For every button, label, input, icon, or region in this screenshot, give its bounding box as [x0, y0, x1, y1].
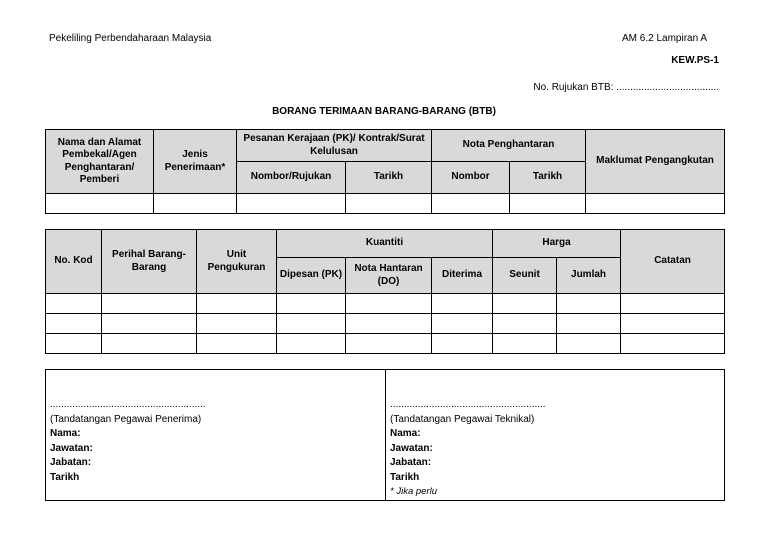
table-cell[interactable] — [277, 294, 346, 314]
table-cell[interactable] — [154, 194, 237, 214]
table-cell[interactable] — [277, 314, 346, 334]
description-header: Perihal Barang- Barang — [102, 230, 197, 294]
table-cell[interactable] — [346, 294, 432, 314]
table-row — [46, 294, 725, 314]
table-row — [46, 194, 725, 214]
table-cell[interactable] — [432, 314, 493, 334]
delivery-number-header: Nombor — [432, 162, 510, 194]
table-cell[interactable] — [432, 294, 493, 314]
supplier-header: Nama dan Alamat Pembekal/Agen Penghantaran/ Pemberi — [46, 130, 154, 194]
receiving-officer-section — [46, 370, 386, 500]
table-cell[interactable] — [621, 334, 725, 354]
technical-officer-section — [386, 370, 724, 500]
name-label: Nama: — [390, 428, 421, 439]
table-cell[interactable] — [432, 194, 510, 214]
department-label: Jabatan: — [50, 457, 92, 468]
table-cell[interactable] — [46, 294, 102, 314]
technical-officer-signature-label: (Tandatangan Pegawai Teknikal) — [390, 413, 535, 425]
table-cell[interactable] — [432, 334, 493, 354]
table-cell[interactable] — [102, 334, 197, 354]
receipt-type-header: Jenis Penerimaan* — [154, 130, 237, 194]
table-cell[interactable] — [197, 294, 277, 314]
table-cell[interactable] — [493, 314, 557, 334]
quantity-header: Kuantiti — [277, 230, 493, 258]
order-header: Pesanan Kerajaan (PK)/ Kontrak/Surat Kelulusan — [237, 130, 432, 162]
signature-box — [45, 369, 725, 501]
table-cell[interactable] — [197, 334, 277, 354]
table-cell[interactable] — [346, 334, 432, 354]
btb-reference: No. Rujukan BTB: ..................................... — [533, 82, 719, 93]
table-cell[interactable] — [197, 314, 277, 334]
order-date-header: Tarikh — [346, 162, 432, 194]
remarks-header: Catatan — [621, 230, 725, 294]
delivery-note-qty-header: Nota Hantaran (DO) — [346, 258, 432, 294]
table-cell[interactable] — [346, 194, 432, 214]
table-cell[interactable] — [46, 314, 102, 334]
table-cell[interactable] — [277, 334, 346, 354]
code-header: No. Kod — [46, 230, 102, 294]
form-title: BORANG TERIMAAN BARANG-BARANG (BTB) — [272, 106, 496, 117]
table-cell[interactable] — [493, 294, 557, 314]
table-cell[interactable] — [586, 194, 725, 214]
table-row — [46, 314, 725, 334]
delivery-date-header: Tarikh — [510, 162, 586, 194]
signature-line[interactable]: ........................................................ — [390, 399, 546, 410]
total-header: Jumlah — [557, 258, 621, 294]
table-cell[interactable] — [102, 294, 197, 314]
name-label: Nama: — [50, 428, 81, 439]
position-label: Jawatan: — [390, 442, 433, 454]
form-code: KEW.PS-1 — [671, 55, 719, 66]
department-label: Jabatan: — [390, 457, 432, 468]
footnote: * Jika perlu — [390, 486, 437, 497]
receiving-officer-signature-label: (Tandatangan Pegawai Penerima) — [50, 413, 202, 425]
signature-line[interactable]: ........................................................ — [50, 399, 206, 410]
date-label: Tarikh — [50, 471, 80, 483]
table-cell[interactable] — [510, 194, 586, 214]
table-row — [46, 334, 725, 354]
date-label: Tarikh — [390, 471, 420, 483]
order-number-header: Nombor/Rujukan — [237, 162, 346, 194]
items-table — [45, 229, 725, 354]
table-cell[interactable] — [557, 334, 621, 354]
unit-price-header: Seunit — [493, 258, 557, 294]
table-cell[interactable] — [621, 314, 725, 334]
unit-header: Unit Pengukuran — [197, 230, 277, 294]
position-label: Jawatan: — [50, 442, 93, 454]
table-cell[interactable] — [557, 314, 621, 334]
table-cell[interactable] — [557, 294, 621, 314]
delivery-note-header: Nota Penghantaran — [432, 130, 586, 162]
table-cell[interactable] — [621, 294, 725, 314]
table-cell[interactable] — [493, 334, 557, 354]
supplier-table — [45, 129, 725, 214]
table-cell[interactable] — [46, 334, 102, 354]
received-header: Diterima — [432, 258, 493, 294]
transport-header: Maklumat Pengangkutan — [586, 130, 725, 194]
appendix-label: AM 6.2 Lampiran A — [622, 33, 708, 44]
table-cell[interactable] — [46, 194, 154, 214]
circular-label: Pekeliling Perbendaharaan Malaysia — [49, 33, 212, 44]
ordered-header: Dipesan (PK) — [277, 258, 346, 294]
price-header: Harga — [493, 230, 621, 258]
table-cell[interactable] — [102, 314, 197, 334]
table-cell[interactable] — [237, 194, 346, 214]
table-cell[interactable] — [346, 314, 432, 334]
